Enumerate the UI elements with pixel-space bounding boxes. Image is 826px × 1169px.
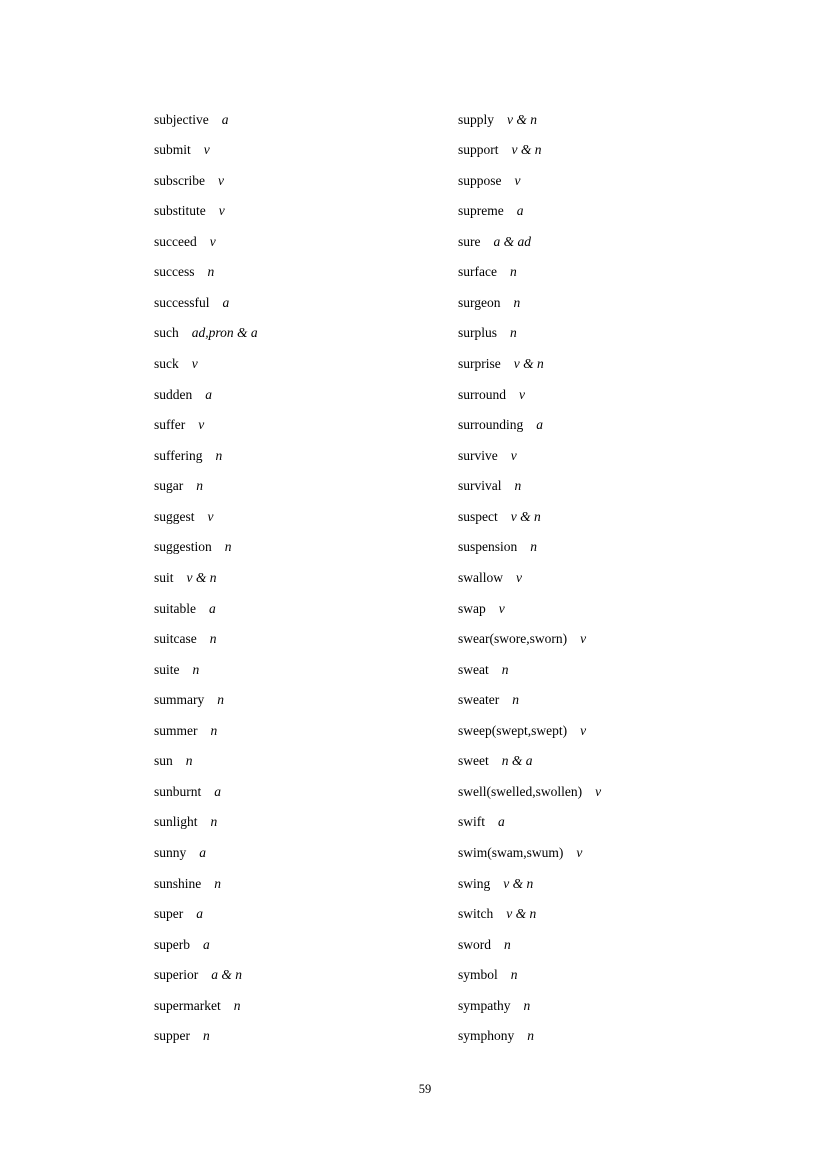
pos-tag: v [510, 447, 517, 463]
word-text: surplus [458, 325, 498, 341]
pos-tag: n [209, 631, 217, 647]
word-entry [154, 104, 258, 135]
pos-tag: v [207, 508, 214, 524]
word-entry [458, 410, 601, 441]
word-entry [154, 226, 258, 257]
pos-tag: n [514, 478, 522, 494]
word-entry [458, 746, 601, 777]
pos-tag: a [199, 845, 207, 861]
word-entry [458, 379, 601, 410]
pos-tag: n [207, 264, 215, 280]
word-entry [154, 562, 258, 593]
word-text: superb [154, 936, 190, 952]
word-entry [154, 990, 258, 1021]
word-entry [458, 807, 601, 838]
word-entry [154, 379, 258, 410]
word-entry [458, 960, 601, 991]
word-text: sure [458, 233, 481, 249]
word-text: support [458, 142, 499, 158]
pos-tag: v & n [510, 508, 541, 524]
pos-tag: a [498, 814, 505, 830]
pos-tag: n [214, 875, 221, 891]
pos-tag: n [512, 692, 519, 708]
pos-tag: n [185, 753, 193, 769]
word-text: supper [154, 1028, 190, 1044]
pos-tag: n [523, 997, 531, 1013]
word-entry [154, 715, 258, 746]
word-text: suggestion [154, 539, 212, 555]
pos-tag: n [501, 661, 509, 677]
word-text: survival [458, 478, 502, 494]
word-entry [458, 349, 601, 380]
word-entry [458, 990, 601, 1021]
word-text: super [154, 906, 184, 922]
word-text: sword [458, 936, 491, 952]
word-text: sunshine [154, 875, 202, 891]
word-text: suitable [154, 600, 196, 616]
pos-tag: v [191, 356, 198, 372]
word-entry [458, 776, 601, 807]
word-entry [154, 196, 258, 227]
word-entry [154, 654, 258, 685]
word-entry [154, 807, 258, 838]
pos-tag: v & n [511, 142, 542, 158]
word-entry [458, 196, 601, 227]
word-text: success [154, 264, 195, 280]
word-text: surgeon [458, 294, 501, 310]
page-number: 59 [418, 1082, 432, 1096]
pos-tag: v [514, 172, 521, 188]
pos-tag: a [516, 203, 524, 219]
pos-tag: n [215, 447, 223, 463]
word-entry [154, 471, 258, 502]
pos-tag: n [196, 478, 203, 494]
pos-tag: n [513, 294, 521, 310]
pos-tag: n [527, 1028, 535, 1044]
word-entry [154, 135, 258, 166]
pos-tag: ad,pron & a [191, 325, 258, 341]
word-text: symphony [458, 1028, 515, 1044]
word-text: suitcase [154, 631, 197, 647]
word-text: supreme [458, 203, 504, 219]
word-text: symbol [458, 967, 498, 983]
word-entry [154, 899, 258, 930]
word-text: surrounding [458, 417, 524, 433]
pos-tag: v [498, 600, 505, 616]
pos-tag: n & a [501, 753, 533, 769]
word-text: swing [458, 875, 491, 891]
word-entry [154, 624, 258, 655]
word-entry [154, 410, 258, 441]
word-text: sympathy [458, 997, 511, 1013]
word-text: sunlight [154, 814, 198, 830]
pos-tag: n [510, 325, 517, 341]
word-entry [154, 349, 258, 380]
word-text: supermarket [154, 997, 221, 1013]
pos-tag: a [222, 294, 230, 310]
word-text: summer [154, 722, 198, 738]
pos-tag: n [509, 264, 517, 280]
word-text: survive [458, 447, 498, 463]
pos-tag: n [504, 936, 511, 952]
word-entry [458, 318, 601, 349]
word-list-column-left [154, 104, 258, 1051]
pos-tag: a & ad [493, 233, 532, 249]
word-entry [458, 471, 601, 502]
word-entry [458, 685, 601, 716]
pos-tag: v & n [186, 569, 217, 585]
word-entry [458, 899, 601, 930]
word-entry [458, 868, 601, 899]
word-entry [154, 685, 258, 716]
pos-tag: v & n [506, 906, 537, 922]
word-text: such [154, 325, 179, 341]
word-text: swap [458, 600, 486, 616]
word-text: sun [154, 753, 173, 769]
pos-tag: a & n [211, 967, 243, 983]
pos-tag: v [580, 722, 587, 738]
pos-tag: n [192, 661, 200, 677]
pos-tag: v [203, 142, 210, 158]
word-text: substitute [154, 203, 206, 219]
word-entry [458, 838, 601, 869]
pos-tag: a [205, 386, 212, 402]
word-entry [458, 440, 601, 471]
pos-tag: n [530, 539, 538, 555]
word-text: suggest [154, 508, 195, 524]
pos-tag: a [221, 111, 229, 127]
pos-tag: v [516, 569, 522, 585]
word-text: sweep(swept,swept) [458, 722, 568, 738]
word-text: sudden [154, 386, 193, 402]
word-entry [458, 929, 601, 960]
pos-tag: v & n [513, 356, 544, 372]
word-entry [154, 440, 258, 471]
pos-tag: n [210, 722, 218, 738]
pos-tag: v [595, 783, 602, 799]
pos-tag: v [209, 233, 216, 249]
word-text: supply [458, 111, 495, 127]
word-text: sunny [154, 845, 187, 861]
word-text: swear(swore,sworn) [458, 631, 568, 647]
word-text: swallow [458, 569, 503, 585]
word-text: suspect [458, 508, 498, 524]
word-entry [154, 960, 258, 991]
word-entry [154, 257, 258, 288]
pos-tag: a [209, 600, 216, 616]
word-entry [154, 868, 258, 899]
pos-tag: n [217, 692, 224, 708]
word-text: sweater [458, 692, 500, 708]
pos-tag: v [580, 631, 587, 647]
pos-tag: n [510, 967, 518, 983]
word-entry [458, 715, 601, 746]
word-entry [154, 165, 258, 196]
word-text: submit [154, 142, 191, 158]
word-text: suite [154, 661, 180, 677]
word-entry [154, 287, 258, 318]
word-entry [458, 624, 601, 655]
pos-tag: v [576, 845, 583, 861]
word-entry [458, 104, 601, 135]
word-entry [458, 562, 601, 593]
pos-tag: n [210, 814, 218, 830]
pos-tag: v & n [507, 111, 538, 127]
word-text: surprise [458, 356, 501, 372]
pos-tag: a [196, 906, 203, 922]
word-entry [154, 501, 258, 532]
word-text: sunburnt [154, 783, 202, 799]
word-text: summary [154, 692, 205, 708]
pos-tag: a [203, 936, 210, 952]
word-text: subscribe [154, 172, 205, 188]
word-text: succeed [154, 233, 197, 249]
pos-tag: n [203, 1028, 210, 1044]
word-text: successful [154, 294, 210, 310]
word-entry [154, 929, 258, 960]
word-text: swell(swelled,swollen) [458, 783, 583, 799]
pos-tag: n [233, 997, 241, 1013]
pos-tag: n [224, 539, 232, 555]
word-text: suspension [458, 539, 518, 555]
word-entry [458, 165, 601, 196]
word-entry [154, 746, 258, 777]
word-text: subjective [154, 111, 209, 127]
word-entry [154, 532, 258, 563]
pos-tag: v [218, 203, 225, 219]
word-text: suit [154, 569, 174, 585]
word-entry [458, 593, 601, 624]
word-entry [458, 257, 601, 288]
pos-tag: v [218, 172, 224, 188]
pos-tag: v [198, 417, 205, 433]
word-entry [154, 1021, 258, 1052]
word-entry [458, 226, 601, 257]
word-text: sweat [458, 661, 489, 677]
word-entry [458, 654, 601, 685]
word-entry [458, 1021, 601, 1052]
word-text: suppose [458, 172, 502, 188]
word-entry [458, 287, 601, 318]
pos-tag: v [519, 386, 525, 402]
word-entry [458, 501, 601, 532]
word-entry [154, 838, 258, 869]
word-entry [154, 593, 258, 624]
pos-tag: a [214, 783, 221, 799]
word-list-column-right [458, 104, 601, 1051]
word-text: suffering [154, 447, 203, 463]
word-entry [154, 776, 258, 807]
word-text: swift [458, 814, 485, 830]
word-text: switch [458, 906, 494, 922]
word-text: swim(swam,swum) [458, 845, 564, 861]
pos-tag: a [536, 417, 543, 433]
word-text: suck [154, 356, 179, 372]
pos-tag: v & n [503, 875, 534, 891]
word-text: surface [458, 264, 497, 280]
word-text: superior [154, 967, 199, 983]
word-text: suffer [154, 417, 186, 433]
word-entry [458, 532, 601, 563]
word-entry [154, 318, 258, 349]
word-text: sweet [458, 753, 489, 769]
word-text: surround [458, 386, 506, 402]
word-text: sugar [154, 478, 184, 494]
word-entry [458, 135, 601, 166]
